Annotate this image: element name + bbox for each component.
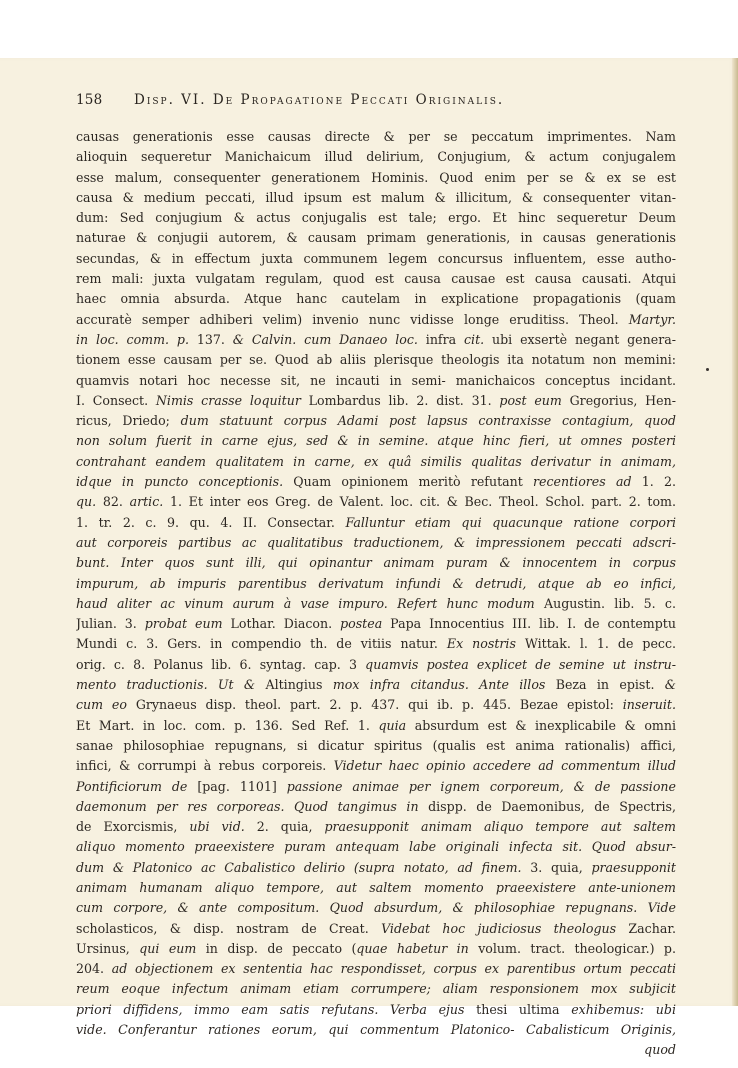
italic-segment: dum & Platonico ac Cabalistico delirio (supra notato, ad finem. <box>76 859 522 875</box>
text-segment: Et Mart. in loc. com. p. 136. Sed Ref. 1. <box>76 717 379 733</box>
italic-segment: in loc. comm. p. <box>76 331 189 347</box>
text-segment: absurdum est & inexplicabile & omni <box>406 717 676 733</box>
text-line <box>76 553 676 573</box>
text-segment: Altingius <box>255 677 333 693</box>
text-line <box>76 127 676 147</box>
text-segment: ubi exsertè negant genera- <box>484 331 676 347</box>
text-segment: naturae & conjugii autorem, & causam primam generationis, in causas generationis <box>76 230 676 246</box>
text-line <box>76 837 676 857</box>
italic-segment: Ex nostris <box>446 636 516 652</box>
margin-mark <box>706 368 709 371</box>
text-line <box>76 249 676 269</box>
text-segment: 1. 2. <box>631 474 676 490</box>
italic-segment: idque in puncto conceptionis. <box>76 474 284 490</box>
text-segment: thesi ultima <box>464 1001 572 1017</box>
text-segment: 1. tr. 2. c. 9. qu. 4. II. Consectar. <box>76 514 346 530</box>
text-line <box>76 1000 676 1020</box>
page-number: 158 <box>76 92 103 108</box>
text-line <box>76 736 676 756</box>
text-segment: rem mali: juxta vulgatam regulam, quod est causa causae est causa causati. Atqui <box>76 271 676 287</box>
italic-segment: Nimis crasse loquitur <box>155 392 301 408</box>
text-line <box>76 858 676 878</box>
text-segment: Zachar. <box>616 920 676 936</box>
italic-segment: quia <box>378 717 407 733</box>
text-line <box>76 391 676 411</box>
body-text <box>76 127 676 1061</box>
text-segment: Quam opinionem meritò refutant <box>283 474 534 490</box>
text-line <box>76 228 676 248</box>
text-line <box>76 492 676 512</box>
italic-segment: reum eoque infectum animam etiam corrumpere; aliam responsionem mox subjicit <box>76 981 676 997</box>
text-line <box>76 614 676 634</box>
page-edge-shadow <box>732 58 738 1006</box>
italic-segment: cit. <box>463 331 485 347</box>
italic-segment: quae habetur in <box>356 940 469 956</box>
text-segment: 82. <box>96 494 130 510</box>
text-segment: esse malum, consequenter generationem Hominis. Quod enim per se & ex se est <box>76 169 676 185</box>
text-line <box>76 371 676 391</box>
text-segment: haec omnia absurda. Atque hanc cautelam in explicatione propagationis (quam <box>76 291 676 307</box>
text-line <box>76 350 676 370</box>
italic-segment: mox infra citandus. Ante illos <box>332 677 546 693</box>
italic-segment: & <box>664 677 676 693</box>
text-line <box>76 330 676 350</box>
italic-segment: cum eo <box>76 697 127 713</box>
italic-segment: animam humanam aliquo tempore, aut saltem momento praeexistere ante-unionem <box>76 879 676 895</box>
running-header <box>76 92 636 108</box>
text-line <box>76 431 676 451</box>
text-segment: volum. tract. theologicar.) p. <box>468 940 676 956</box>
text-segment: Grynaeus disp. theol. part. 2. p. 437. qui ib. p. 445. Bezae epistol: <box>126 697 623 713</box>
text-segment: de Exorcismis, <box>76 819 190 835</box>
italic-segment: passione animae per ignem corporeum, & de passione <box>286 778 676 794</box>
italic-segment: quod <box>644 1042 676 1058</box>
italic-segment: priori diffidens, immo eam satis refutans. Verba ejus <box>76 1001 465 1017</box>
italic-segment: qui eum <box>139 940 197 956</box>
text-segment: Augustin. lib. 5. c. <box>534 595 676 611</box>
italic-segment: Martyr. <box>628 311 676 327</box>
text-line <box>76 147 676 167</box>
italic-segment: quamvis postea explicet de semine ut instru- <box>365 656 676 672</box>
text-line <box>76 594 676 614</box>
italic-segment: aut corporeis partibus ac qualitatibus traductionem, & impressionem peccati adscri- <box>76 534 676 550</box>
text-line <box>76 208 676 228</box>
italic-segment: Videbat hoc judiciosus theologus <box>381 920 617 936</box>
text-line <box>76 655 676 675</box>
italic-segment: Videtur haec opinio accedere ad commentum illud <box>333 758 676 774</box>
text-line <box>76 513 676 533</box>
italic-segment: aliquo momento praeexistere puram antequam labe originali infecta sit. Quod absur- <box>76 839 676 855</box>
text-line <box>76 979 676 999</box>
italic-segment: artic. <box>129 494 164 510</box>
text-segment: dispp. de Daemonibus, de Spectris, <box>418 798 676 814</box>
text-line <box>76 777 676 797</box>
text-segment: Mundi c. 3. Gers. in compendio th. de vitiis natur. <box>76 636 447 652</box>
text-line <box>76 756 676 776</box>
text-line <box>76 452 676 472</box>
text-line <box>76 919 676 939</box>
text-segment: in disp. de peccato ( <box>196 940 357 956</box>
text-segment: Papa Innocentius III. lib. I. de contemptu <box>382 616 676 632</box>
text-line <box>76 878 676 898</box>
italic-segment: & Calvin. cum Danaeo loc. <box>232 331 418 347</box>
italic-segment: mento traductionis. Ut & <box>76 677 256 693</box>
text-segment: I. Consect. <box>76 392 156 408</box>
text-line <box>76 634 676 654</box>
text-segment: dum: Sed conjugium & actus conjugalis est tale; ergo. Et hinc sequeretur Deum <box>76 210 676 226</box>
text-segment: orig. c. 8. Polanus lib. 6. syntag. cap. 3 <box>76 656 366 672</box>
text-segment: 1. Et inter eos Greg. de Valent. loc. cit. & Bec. Theol. Schol. part. 2. tom. <box>163 494 676 510</box>
italic-segment: postea <box>340 616 383 632</box>
text-segment: scholasticos, & disp. nostram de Creat. <box>76 920 382 936</box>
italic-segment: recentiores ad <box>533 474 632 490</box>
italic-segment: ad objectionem ex sententia hac respondisset, corpus ex parentibus ortum peccati <box>111 961 676 977</box>
text-segment: [pag. 1101] <box>187 778 287 794</box>
text-segment: 137. <box>189 331 233 347</box>
text-line <box>76 188 676 208</box>
italic-segment: Falluntur etiam qui quacunque ratione corpori <box>345 514 676 530</box>
text-segment: infra <box>417 331 464 347</box>
text-segment: causa & medium peccati, illud ipsum est malum & illicitum, & consequenter vitan- <box>76 189 676 205</box>
italic-segment: non solum fuerit in carne ejus, sed & in semine. atque hinc fieri, ut omnes posteri <box>76 433 676 449</box>
text-line <box>76 289 676 309</box>
text-line <box>76 574 676 594</box>
italic-segment: praesupponit animam aliquo tempore aut saltem <box>324 819 676 835</box>
italic-segment: exhibemus: ubi <box>571 1001 676 1017</box>
text-line <box>76 939 676 959</box>
text-line <box>76 817 676 837</box>
italic-segment: haud aliter ac vinum aurum à vase impuro. Refert hunc modum <box>76 595 535 611</box>
text-line <box>76 1020 676 1040</box>
text-segment: tionem esse causam per se. Quod ab aliis plerisque theologis ita notatum non memini: <box>76 352 676 368</box>
text-line <box>76 269 676 289</box>
italic-segment: qu. <box>76 494 97 510</box>
text-line <box>76 310 676 330</box>
text-segment: Beza in epist. <box>545 677 665 693</box>
running-title: Disp. VI. De Propagatione Peccati Originalis. <box>134 92 505 108</box>
text-segment: infici, & corrumpi à rebus corporeis. <box>76 758 334 774</box>
text-segment: Lothar. Diacon. <box>222 616 341 632</box>
text-line <box>76 797 676 817</box>
italic-segment: bunt. Inter quos sunt illi, qui opinantur animam puram & innocentem in corpus <box>76 555 676 571</box>
text-segment: alioquin sequeretur Manichaicum illud delirium, Conjugium, & actum conjugalem <box>76 149 676 165</box>
text-line <box>76 1040 676 1060</box>
italic-segment: contrahant eandem qualitatem in carne, ex quâ similis qualitas derivatur in animam, <box>76 453 676 469</box>
text-line <box>76 533 676 553</box>
italic-segment: probat eum <box>144 616 223 632</box>
text-segment: Julian. 3. <box>76 616 145 632</box>
text-line <box>76 675 676 695</box>
text-line <box>76 959 676 979</box>
text-segment: Wittak. l. 1. de pecc. <box>515 636 676 652</box>
text-segment: quamvis notari hoc necesse sit, ne incauti in semi- manichaicos conceptus incidant. <box>76 372 676 388</box>
text-line <box>76 898 676 918</box>
text-segment: 3. quia, <box>521 859 592 875</box>
text-segment: 2. quia, <box>244 819 325 835</box>
italic-segment: ubi vid. <box>189 819 245 835</box>
text-segment: Gregorius, Hen- <box>561 392 676 408</box>
text-line <box>76 168 676 188</box>
text-line <box>76 411 676 431</box>
italic-segment: inseruit. <box>622 697 676 713</box>
text-line <box>76 695 676 715</box>
italic-segment: post eum <box>499 392 562 408</box>
text-segment: secundas, & in effectum juxta communem legem concursus influentem, esse autho- <box>76 250 676 266</box>
italic-segment: impurum, ab impuris parentibus derivatum infundi & detrudi, atque ab eo infici, <box>76 575 676 591</box>
text-segment: Ursinus, <box>76 940 140 956</box>
italic-segment: cum corpore, & ante compositum. Quod absurdum, & philosophiae repugnans. Vide <box>76 900 676 916</box>
text-segment: 204. <box>76 961 112 977</box>
text-segment: sanae philosophiae repugnans, si dicatur spiritus (qualis est anima rationalis) affici, <box>76 737 676 753</box>
italic-segment: daemonum per res corporeas. Quod tangimus in <box>76 798 419 814</box>
text-segment: Lombardus lib. 2. dist. 31. <box>300 392 500 408</box>
text-line <box>76 716 676 736</box>
italic-segment: vide. Conferantur rationes eorum, qui commentum Platonico- Cabalisticum Originis, <box>76 1022 676 1038</box>
italic-segment: praesupponit <box>591 859 676 875</box>
text-segment: ricus, Driedo; <box>76 413 181 429</box>
text-segment: accuratè semper adhiberi velim) invenio nunc vidisse longe eruditiss. Theol. <box>76 311 629 327</box>
text-segment: causas generationis esse causas directe & per se peccatum imprimentes. Nam <box>76 129 676 144</box>
italic-segment: Pontificiorum de <box>76 778 188 794</box>
italic-segment: dum statuunt corpus Adami post lapsus contraxisse contagium, quod <box>180 413 676 429</box>
text-line <box>76 472 676 492</box>
